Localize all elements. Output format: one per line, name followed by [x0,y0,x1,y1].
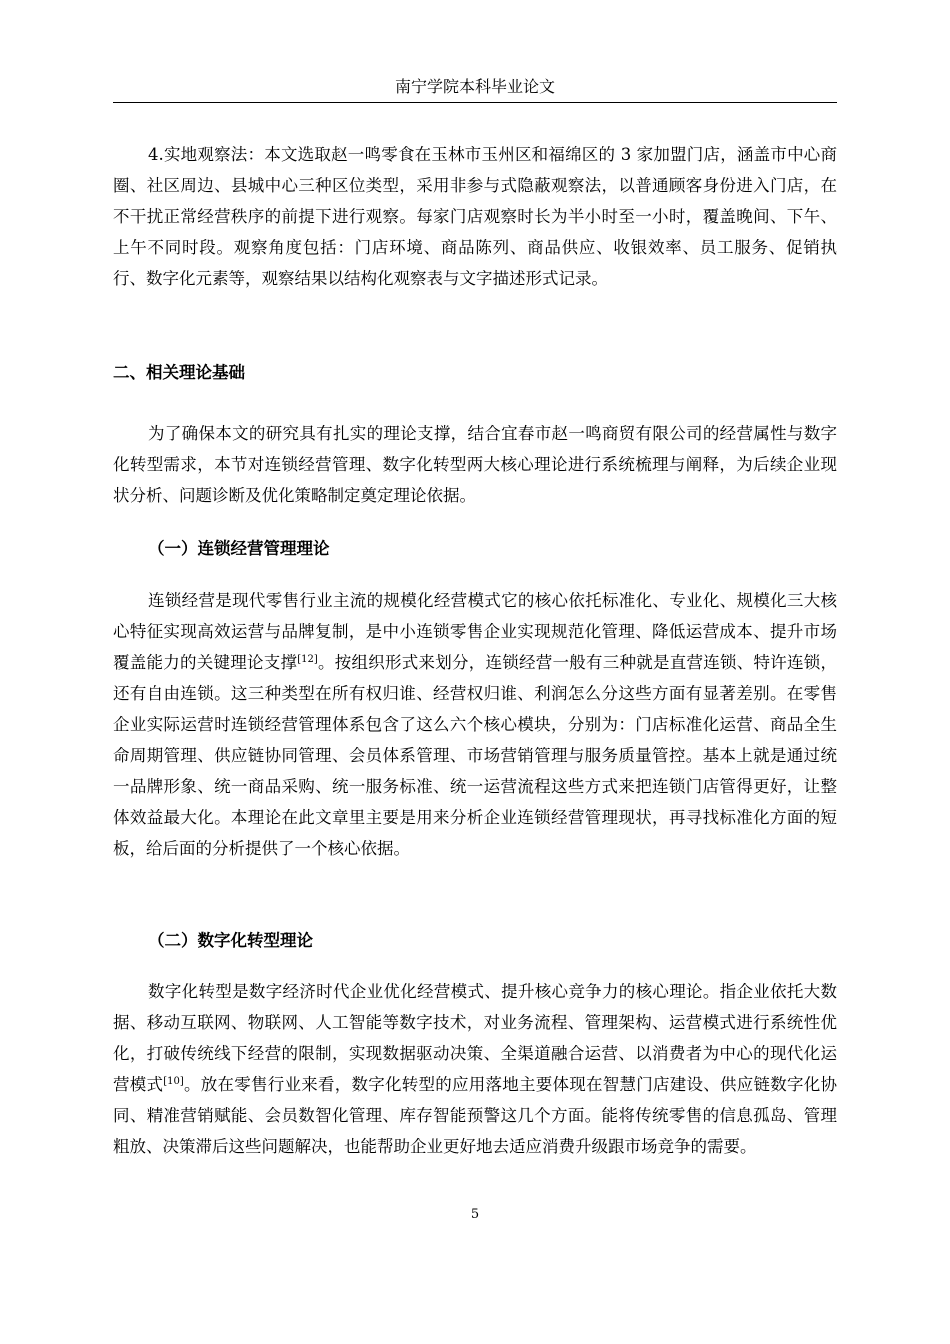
citation-marker: [10] [163,1076,184,1087]
running-header: 南宁学院本科毕业论文 [394,77,555,96]
paragraph-theory-intro: 为了确保本文的研究具有扎实的理论支撑，结合宜春市赵一鸣商贸有限公司的经营属性与数字化转型需求，本节对连锁经营管理、数字化转型两大核心理论进行系统梳理与阐释，为后续企业现状分析、问题诊断及优化策略制定奠定理论依据。 [113,424,837,505]
subsection-heading-chain: （一）连锁经营管理理论 [148,539,330,558]
paragraph-field-observation: 4.实地观察法：本文选取赵一鸣零食在玉林市玉州区和福绵区的 3 家加盟门店，涵盖市中心商圈、社区周边、县城中心三种区位类型，采用非参与式隐蔽观察法，以普通顾客身份进入门店，在不干扰正常经营秩序的前提下进行观察。每家门店观察时长为半小时至一小时，覆盖晚间、下午、上午不同时段。观察角度包括：门店环境、商品陈列、商品供应、收银效率、员工服务、促销执行、数字化元素等，观察结果以结构化观察表与文字描述形式记录。 [113,145,837,288]
section-heading: 二、相关理论基础 [113,363,245,382]
paragraph-text: 连锁经营是现代零售行业主流的规模化经营模式它的核心依托标准化、专业化、规模化三大核心特征实现高效运营与品牌复制，是中小连锁零售企业实现规范化管理、降低运营成本、提升市场覆盖能力的关键理论支撑 [113,591,837,672]
header-rule [113,102,837,103]
paragraph-text: 。按组织形式来划分，连锁经营一般有三种就是直营连锁、特许连锁，还有自由连锁。这三种类型在所有权归谁、经营权归谁、利润怎么分这些方面有显著差别。在零售企业实际运营时连锁经营管理体系包含了这么六个核心模块，分别为：门店标准化运营、商品全生命周期管理、供应链协同管理、会员体系管理、市场营销管理与服务质量管控。基本上就是通过统一品牌形象、统一商品采购、统一服务标准、统一运营流程这些方式来把连锁门店管得更好，让整体效益最大化。本理论在此文章里主要是用来分析企业连锁经营管理现状，再寻找标准化方面的短板，给后面的分析提供了一个核心依据。 [113,653,838,858]
paragraph-chain-management [113,585,837,864]
paragraph-text: 。放在零售行业来看，数字化转型的应用落地主要体现在智慧门店建设、供应链数字化协同、精准营销赋能、会员数智化管理、库存智能预警这几个方面。能将传统零售的信息孤岛、管理粗放、决策滞后这些问题解决，也能帮助企业更好地去适应消费升级跟市场竞争的需要。 [113,1075,838,1156]
paragraph-text: 数字化转型是数字经济时代企业优化经营模式、提升核心竞争力的核心理论。指企业依托大数据、移动互联网、物联网、人工智能等数字技术，对业务流程、管理架构、运营模式进行系统性优化，打破传统线下经营的限制，实现数据驱动决策、全渠道融合运营、以消费者为中心的现代化运营模式 [113,982,837,1094]
paragraph-digital-transformation [113,976,837,1162]
page-number: 5 [470,1207,480,1222]
citation-marker: [12] [297,654,318,665]
subsection-heading-digital: （二）数字化转型理论 [148,931,313,950]
